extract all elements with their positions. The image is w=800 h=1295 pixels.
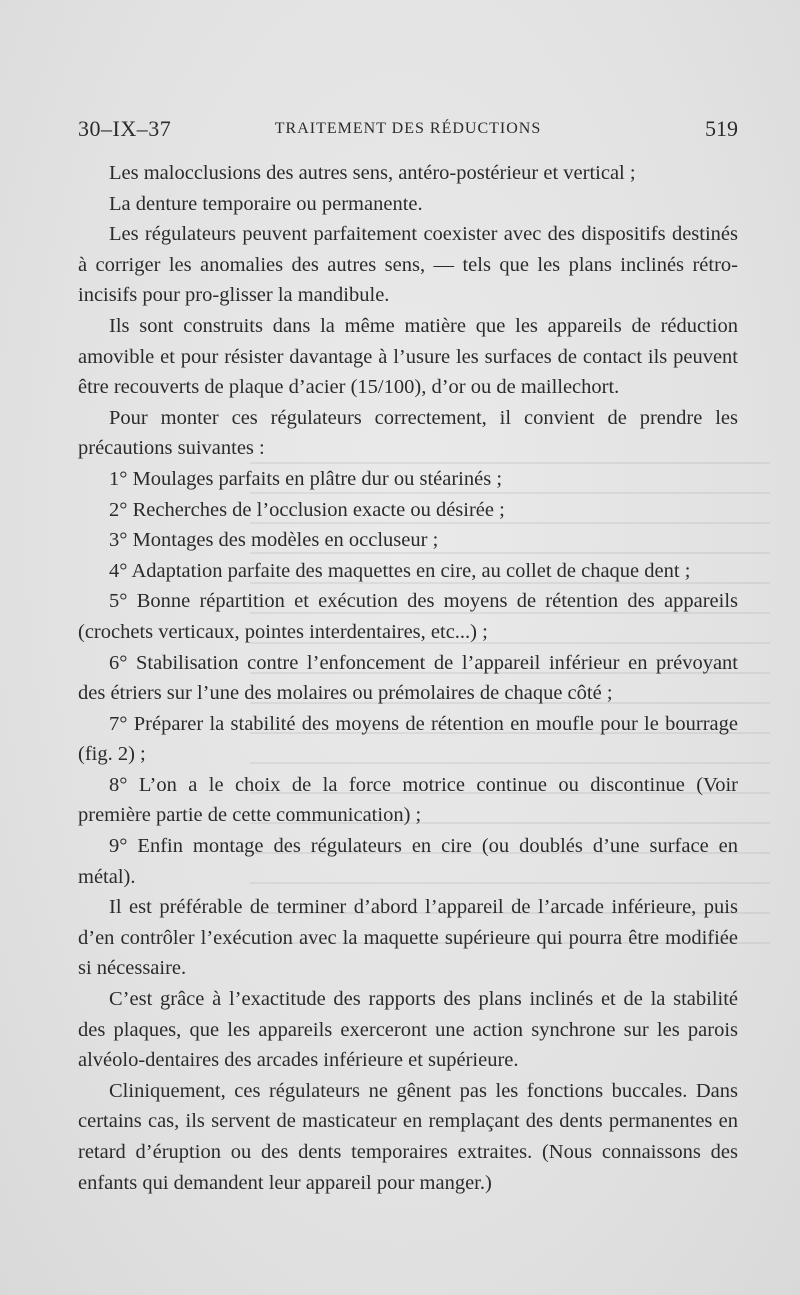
body-text: [78, 158, 738, 1198]
paragraph: Les malocclusions des autres sens, antéro-postérieur et vertical ;: [109, 162, 636, 184]
page-number: 519: [705, 116, 738, 141]
paragraph: C’est grâce à l’exactitude des rapports des plans inclinés et de la stabilité des plaques, que les appareils exerceront une action synchrone sur les parois alvéolo-dentaires des arcades inférieure et supérieure.: [78, 988, 738, 1072]
list-item: 8° L’on a le choix de la force motrice continue ou discontinue (Voir première partie de cette communication) ;: [78, 773, 738, 827]
list-item: 7° Préparer la stabilité des moyens de rétention en moufle pour le bourrage (fig. 2) ;: [78, 712, 738, 766]
header-date: 30–IX–37: [78, 116, 172, 141]
list-item: 1° Moulages parfaits en plâtre dur ou stéarinés ;: [109, 467, 503, 490]
paragraph: Pour monter ces régulateurs correctement, il convient de prendre les précautions suivantes :: [78, 406, 738, 460]
list-item: 2° Recherches de l’occlusion exacte ou désirée ;: [109, 498, 505, 521]
paragraph: Il est préférable de terminer d’abord l’appareil de l’arcade inférieure, puis d’en contrôler l’exécution avec la maquette supérieure qui pourra être modifiée si nécessaire.: [78, 896, 738, 980]
paragraph: Ils sont construits dans la même matière que les appareils de réduction amovible et pour résister davantage à l’usure les surfaces de contact ils peuvent être recouverts de plaque d’acier (15/100), d’or ou de maillechort.: [78, 314, 738, 399]
list-item: 9° Enfin montage des régulateurs en cire (ou doublés d’une surface en métal).: [78, 835, 738, 888]
header-title: TRAITEMENT DES RÉDUCTIONS: [274, 120, 542, 137]
paragraph: Les régulateurs peuvent parfaitement coexister avec des dispositifs destinés à corriger les anomalies des autres sens, — tels que les plans inclinés rétro-incisifs pour pro-glisser la mandibule.: [78, 223, 738, 307]
paragraph: Cliniquement, ces régulateurs ne gênent pas les fonctions buccales. Dans certains cas, ils servent de masticateur en remplaçant des dents permanentes en retard d’éruption ou des dents temporaires extraites. (Nous connaissons des enfants qui demandent leur appareil pour manger.): [78, 1079, 738, 1194]
list-item: 5° Bonne répartition et exécution des moyens de rétention des appareils (crochets verticaux, pointes interdentaires, etc...) ;: [78, 590, 738, 643]
list-item: 4° Adaptation parfaite des maquettes en cire, au collet de chaque dent ;: [109, 559, 691, 582]
list-item: 3° Montages des modèles en occluseur ;: [109, 529, 439, 552]
running-head: [78, 116, 738, 152]
paragraph: La denture temporaire ou permanente.: [109, 192, 423, 215]
list-item: 6° Stabilisation contre l’enfoncement de l’appareil inférieur en prévoyant des étriers sur l’une des molaires ou prémolaires de chaque côté ;: [78, 651, 738, 705]
